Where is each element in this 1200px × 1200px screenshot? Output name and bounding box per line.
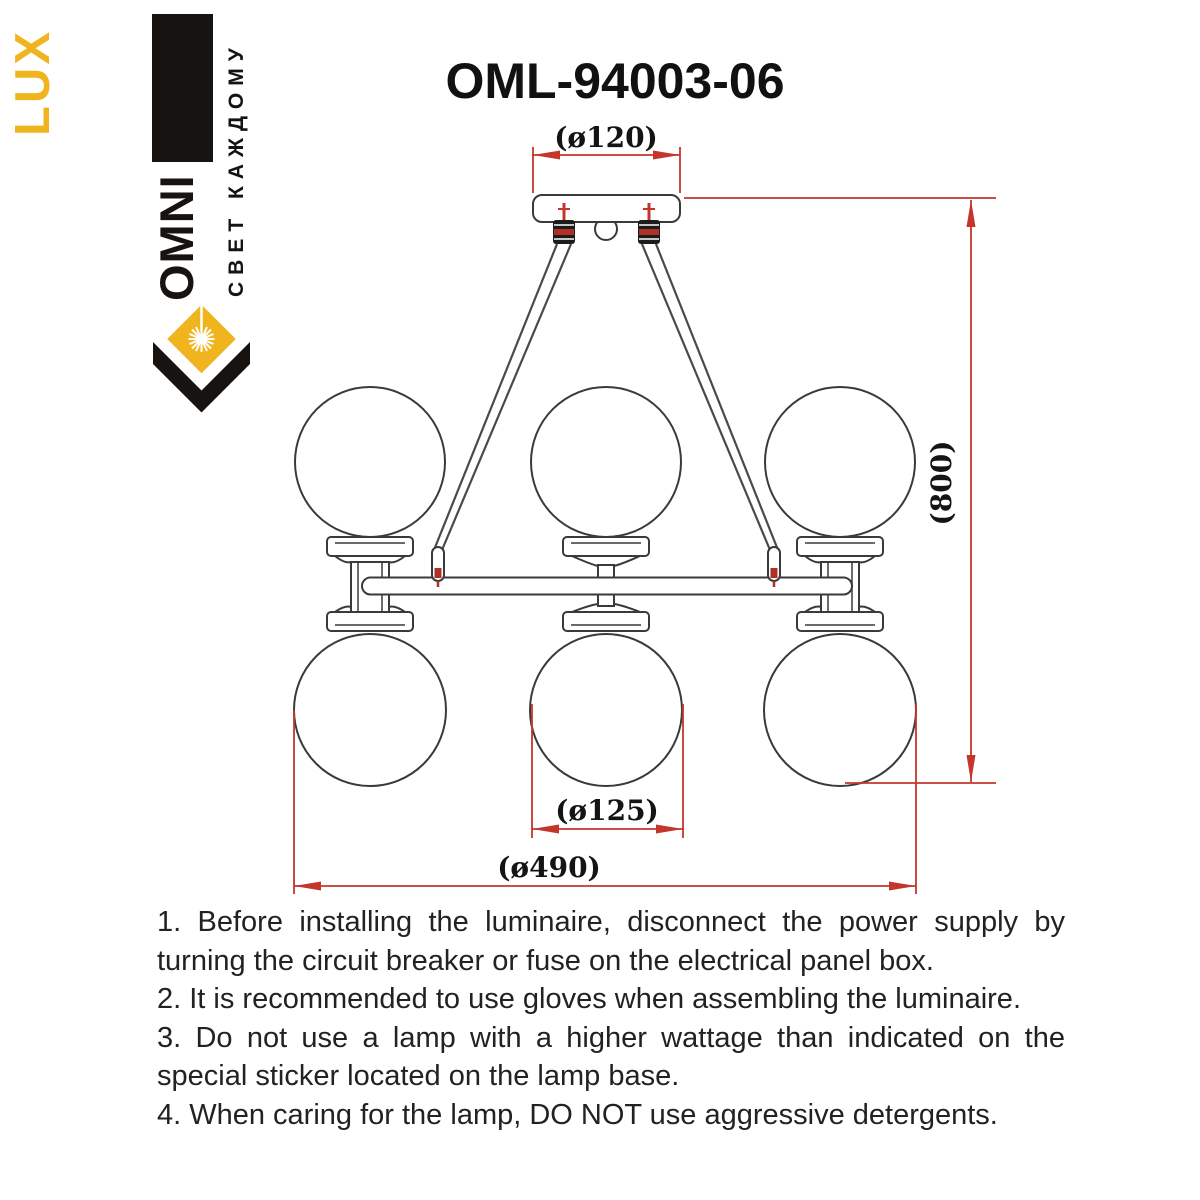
globe-lower-left — [294, 634, 446, 786]
dim-overall-label: (ø490) — [497, 851, 601, 884]
instruction-item-4: 4. When caring for the lamp, DO NOT use aggressive detergents. — [157, 1098, 998, 1131]
globe-lower-center — [530, 634, 682, 786]
dim-canopy-label: (ø120) — [554, 121, 658, 154]
globe-upper-center — [531, 387, 681, 537]
instruction-item-3: 3. Do not use a lamp with a higher wattage than indicated on the special sticker located on the lamp base. — [157, 1021, 1065, 1092]
globe-upper-left — [295, 387, 445, 537]
globe-upper-right — [765, 387, 915, 537]
globe-lower-right — [764, 634, 916, 786]
instruction-item-2: 2. It is recommended to use gloves when assembling the luminaire. — [157, 983, 1021, 1015]
dim-globe-label: (ø125) — [555, 794, 659, 827]
instruction-item-1: 1. Before installing the luminaire, disconnect the power supply by turning the circuit breaker or fuse on the electrical panel box. — [157, 906, 1065, 977]
dim-height-label: (800) — [925, 440, 958, 526]
brand-tagline: СВЕТ КАЖДОМУ — [225, 41, 248, 297]
brand-omni-label: OMNI — [150, 174, 203, 301]
brand-lux-label: LUX — [6, 29, 60, 136]
page-title: OML-94003-06 — [445, 53, 785, 109]
ceiling-plate — [533, 195, 680, 222]
installation-instructions — [157, 903, 1065, 1134]
